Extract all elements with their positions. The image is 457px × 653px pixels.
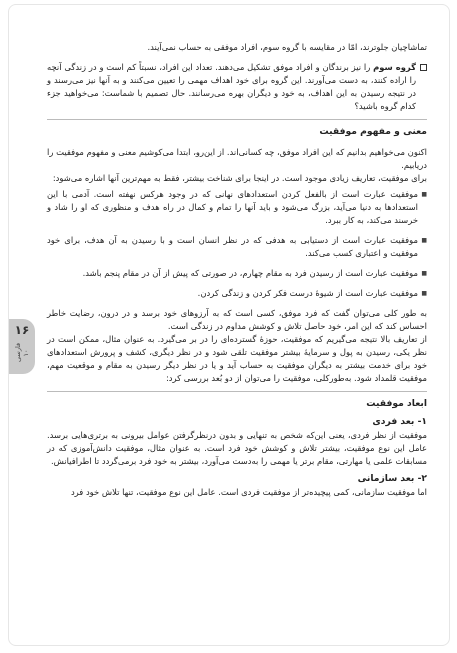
definition-3: ■ موفقیت عبارت است از رسیدن فرد به مقام چهارم، در صورتی که پیش از آن در مقام پنجم باشد. xyxy=(47,267,427,280)
section-divider-2 xyxy=(47,391,427,392)
paragraph-6: از تعاریف بالا نتیجه می‌گیریم که موفقیت، حوزهٔ گسترده‌ای را در بر می‌گیرد. به عنوان مثال، ممکن است در نظر یکی، رسیدن به پول و سرمایهٔ بیشتر موفقیت تلقی شود و در نظر دیگری، کشف و پرورش استعدادهای خود برای خدمت بیشتر به دیگران موفقیت به حساب آید و یا در نظر دیگر رسیدن به مقام و موقعیت مهم، موفقیت قلمداد شود. به‌طورکلی، موفقیت را می‌توان از دو بُعد بررسی کرد: xyxy=(47,334,427,383)
heading-individual: ۱- بعد فردی xyxy=(372,416,427,427)
paragraph-1: تماشاچیان جلوترند، امّا در مقایسه با گروه سوم، افراد موفقی به حساب نمی‌آیند. xyxy=(147,42,427,52)
page-content xyxy=(47,41,427,499)
paragraph-3: اکنون می‌خواهیم بدانیم که این افراد موفق، چه کسانی‌اند. از این‌رو، ابتدا می‌کوشیم معنی و مفهوم موفقیت را دریابیم. xyxy=(47,147,427,170)
book-page xyxy=(8,4,450,646)
paragraph-4: برای موفقیت، تعاریف زیادی موجود است. در اینجا برای شناخت بیشتر، فقط به مهم‌ترین آنها اشاره می‌شود: xyxy=(52,173,427,183)
page-number-tab xyxy=(9,319,35,374)
definition-4: ■ موفقیت عبارت است از شیوهٔ درست فکر کردن و زندگی کردن. xyxy=(47,287,427,300)
page-number: ۱۶ xyxy=(14,323,30,337)
heading-meaning: معنی و مفهوم موفقیت xyxy=(319,126,427,137)
group-three-label: گروه سوم xyxy=(373,62,416,72)
paragraph-group-three xyxy=(47,61,427,113)
section-divider xyxy=(47,119,427,120)
definition-2: ■ موفقیت عبارت است از دستیابی به هدفی که در نظر انسان است و با رسیدن به آن هدف، برای خود موفقیت و اعتباری کسب می‌کند. xyxy=(47,234,427,260)
definition-1: ■ موفقیت عبارت است از بالفعل کردن استعدادهای نهانی که در وجود هرکس نهفته است. آدمی با این استعدادها به دنیا می‌آید، بزرگ می‌شود و باید آنها را تمام و کمال در راه هدف و منظوری که او را شاد و خرسند می‌کند، به کار ببرد. xyxy=(47,188,427,227)
side-label: فارسی ۱۰ xyxy=(14,342,30,362)
heading-organizational: ۲- بعد سازمانی xyxy=(357,473,427,484)
group-three-text: را نیز برندگان و افراد موفق تشکیل می‌دهند. تعداد این افراد، نسبتاً کم است و در زندگی آنچه را اراده کنند، به دست می‌آورند. این گروه برای خود اهداف مهمی را تعیین می‌کنند و به آنها نیز می‌رسند و در نتیجه رسیدن به این اهداف، به خود و دیگران بهره می‌رسانند. حال تصمیم با شماست: می‌خواهید جزء کدام گروه باشید؟ xyxy=(47,62,416,111)
paragraph-7: موفقیت از نظر فردی، یعنی این‌که شخص به تنهایی و بدون درنظرگرفتن عوامل بیرونی به برتری‌هایی برسد. عامل این نوع موفقیت، بیشتر تلاش و کوشش خود فرد است. به عنوان مثال، موفقیت دانش‌آموزی که در مسابقات علمی یا مهارتی، مقام برتر یا مهمی را به‌دست می‌آورد، بیشتر به خود فرد برمی‌گردد تا اطرافیانش. xyxy=(47,430,427,466)
paragraph-8: اما موفقیت سازمانی، کمی پیچیده‌تر از موفقیت فردی است. عامل این نوع موفقیت، تنها تلاش خود فرد xyxy=(70,487,427,497)
paragraph-5: به طور کلی می‌توان گفت که فرد موفق، کسی است که به آرزوهای خود برسد و در درون، رضایت خاطر احساس کند که این امر، خود حاصل تلاش و کوشش مداوم در زندگی است. xyxy=(47,308,427,331)
heading-dimensions: ابعاد موفقیت xyxy=(366,398,427,409)
